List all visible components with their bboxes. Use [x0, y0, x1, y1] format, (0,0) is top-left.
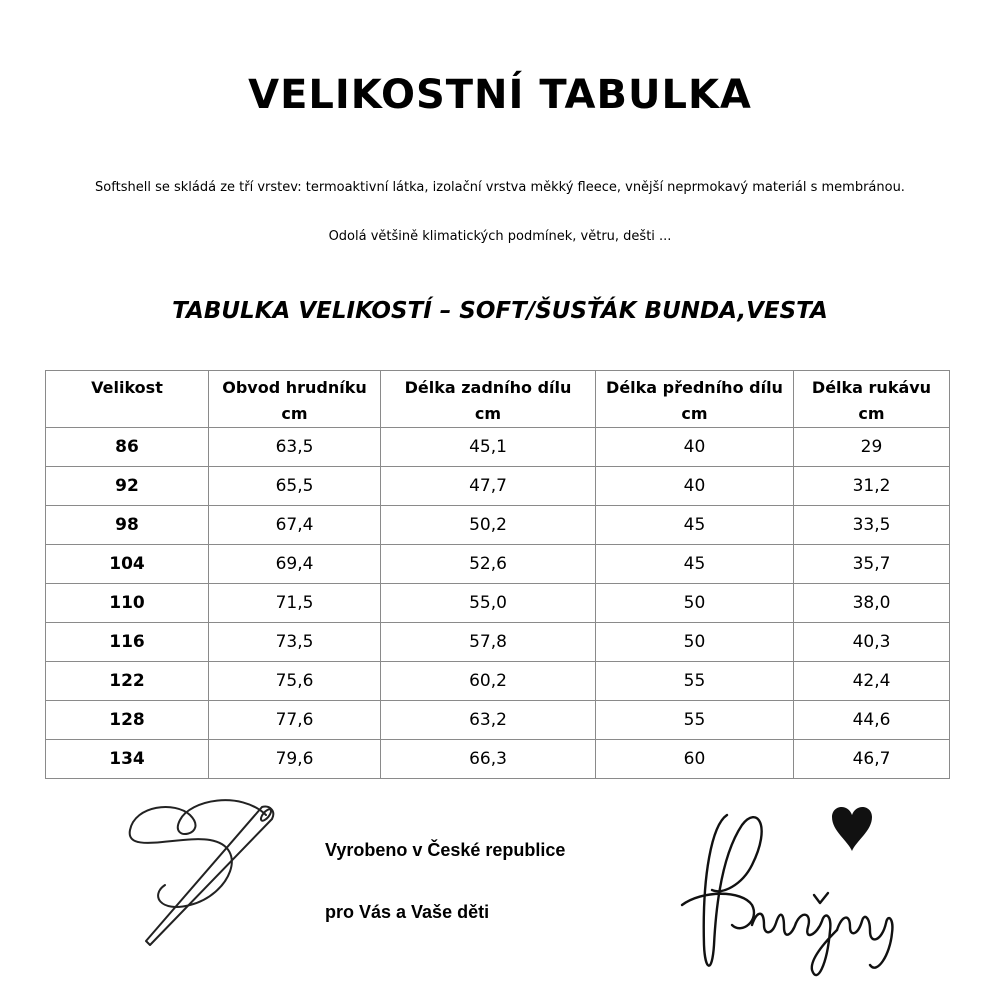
table-row	[46, 623, 950, 662]
header-chest-unit: cm	[281, 404, 308, 423]
needle-and-thread-icon	[120, 795, 290, 955]
for-you-and-kids-text: pro Vás a Vaše děti	[325, 902, 490, 922]
header-back-length	[381, 371, 596, 428]
back-length-cell: 55,0	[381, 584, 596, 623]
front-length-cell: 45	[596, 506, 794, 545]
sleeve-length-cell: 35,7	[794, 545, 950, 584]
size-cell: 98	[46, 506, 209, 545]
size-cell: 116	[46, 623, 209, 662]
table-title: TABULKA VELIKOSTÍ – SOFT/ŠUSŤÁK BUNDA,VESTA	[172, 298, 828, 324]
front-length-cell: 55	[596, 701, 794, 740]
front-length-cell: 40	[596, 428, 794, 467]
sleeve-length-cell: 44,6	[794, 701, 950, 740]
table-row	[46, 428, 950, 467]
size-cell: 110	[46, 584, 209, 623]
back-length-cell: 45,1	[381, 428, 596, 467]
sleeve-length-cell: 38,0	[794, 584, 950, 623]
size-table	[45, 370, 950, 779]
chest-cell: 77,6	[209, 701, 381, 740]
chest-cell: 63,5	[209, 428, 381, 467]
front-length-cell: 45	[596, 545, 794, 584]
header-chest	[209, 371, 381, 428]
front-length-cell: 40	[596, 467, 794, 506]
size-cell: 128	[46, 701, 209, 740]
header-size	[46, 371, 209, 428]
sleeve-length-cell: 31,2	[794, 467, 950, 506]
table-row	[46, 584, 950, 623]
header-chest-label: Obvod hrudníku	[222, 378, 367, 397]
sleeve-length-cell: 40,3	[794, 623, 950, 662]
header-size-label: Velikost	[91, 378, 163, 397]
size-cell: 92	[46, 467, 209, 506]
header-sleeve-length-label: Délka rukávu	[811, 378, 932, 397]
brand-logo	[672, 795, 912, 990]
size-cell: 104	[46, 545, 209, 584]
sleeve-length-cell: 29	[794, 428, 950, 467]
size-cell: 86	[46, 428, 209, 467]
page-title: VELIKOSTNÍ TABULKA	[248, 72, 752, 118]
intro-text-resistance: Odolá většině klimatických podmínek, větru, dešti ...	[328, 229, 672, 244]
heart-icon	[832, 807, 872, 851]
header-back-length-unit: cm	[474, 404, 502, 423]
header-front-length-label: Délka předního dílu	[606, 378, 783, 397]
header-back-length-label: Délka zadního dílu	[404, 378, 572, 397]
table-row	[46, 545, 950, 584]
intro-text-materials: Softshell se skládá ze tří vrstev: termoaktivní látka, izolační vrstva měkký fleece, vnější neprmokavý materiál s membránou.	[95, 180, 905, 195]
back-length-cell: 57,8	[381, 623, 596, 662]
chest-cell: 75,6	[209, 662, 381, 701]
made-in-czech-text: Vyrobeno v České republice	[325, 840, 566, 860]
header-front-length	[596, 371, 794, 428]
chest-cell: 71,5	[209, 584, 381, 623]
chest-cell: 73,5	[209, 623, 381, 662]
table-header-row	[46, 371, 950, 428]
front-length-cell: 50	[596, 584, 794, 623]
chest-cell: 69,4	[209, 545, 381, 584]
size-cell: 122	[46, 662, 209, 701]
sleeve-length-cell: 46,7	[794, 740, 950, 779]
back-length-cell: 50,2	[381, 506, 596, 545]
chest-cell: 79,6	[209, 740, 381, 779]
table-row	[46, 740, 950, 779]
chest-cell: 67,4	[209, 506, 381, 545]
header-sleeve-length-unit: cm	[858, 404, 885, 423]
back-length-cell: 66,3	[381, 740, 596, 779]
front-length-cell: 55	[596, 662, 794, 701]
sleeve-length-cell: 33,5	[794, 506, 950, 545]
header-sleeve-length	[794, 371, 950, 428]
back-length-cell: 60,2	[381, 662, 596, 701]
size-cell: 134	[46, 740, 209, 779]
back-length-cell: 47,7	[381, 467, 596, 506]
sleeve-length-cell: 42,4	[794, 662, 950, 701]
back-length-cell: 52,6	[381, 545, 596, 584]
table-row	[46, 701, 950, 740]
table-row	[46, 506, 950, 545]
header-front-length-unit: cm	[681, 404, 708, 423]
chest-cell: 65,5	[209, 467, 381, 506]
front-length-cell: 50	[596, 623, 794, 662]
back-length-cell: 63,2	[381, 701, 596, 740]
table-row	[46, 467, 950, 506]
front-length-cell: 60	[596, 740, 794, 779]
table-row	[46, 662, 950, 701]
